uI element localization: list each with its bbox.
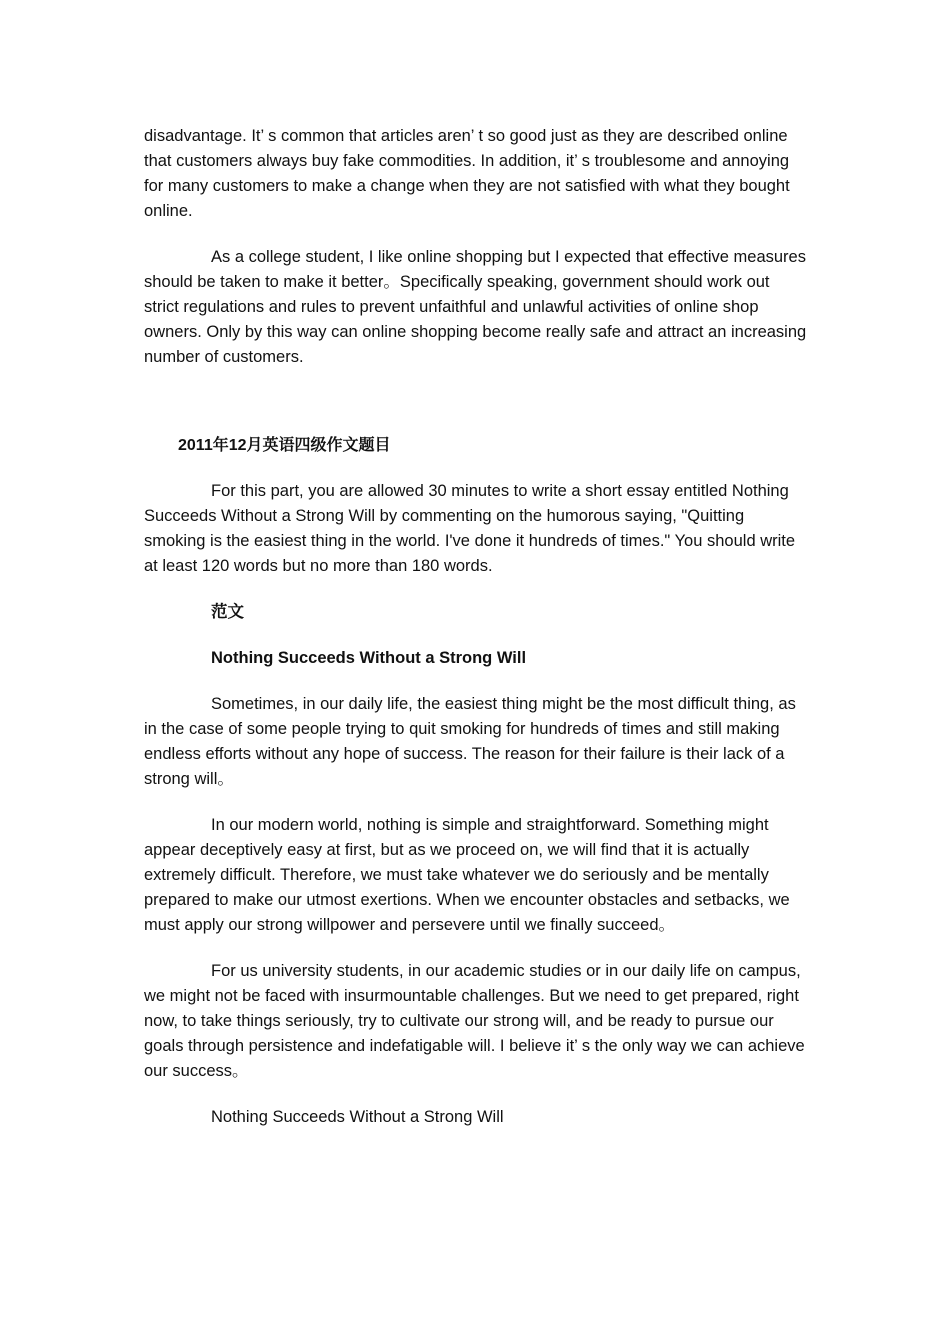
essay-paragraph-1: Sometimes, in our daily life, the easiest thing might be the most difficult thing, as in the case of some people trying to quit smoking for hundreds of times and still making endless efforts without any hope of success. The reason for their failure is their lack of a strong will。 — [144, 695, 796, 788]
paragraph-disadvantage: disadvantage. It’ s common that articles aren’ t so good just as they are described online that customers always buy fake commodities. In addition, it’ s troublesome and annoying for many customers to make a change when they are not satisfied with what they bought online. — [144, 127, 790, 220]
paragraph-essay-prompt: For this part, you are allowed 30 minutes to write a short essay entitled Nothing Succeeds Without a Strong Will by commenting on the humorous saying, "Quitting smoking is the easiest thing in the world. I've done it hundreds of times." You should write at least 120 words but no more than 180 words. — [144, 482, 796, 575]
closing-title: Nothing Succeeds Without a Strong Will — [211, 1108, 504, 1126]
sample-essay-label: 范文 — [211, 603, 244, 621]
essay-title: Nothing Succeeds Without a Strong Will — [211, 649, 527, 667]
document-page — [144, 124, 808, 1151]
section-heading: 2011年12月英语四级作文题目 — [178, 437, 391, 454]
essay-paragraph-2: In our modern world, nothing is simple and straightforward. Something might appear deceptively easy at first, but as we proceed on, we will find that it is actually extremely difficult. Therefore, we must take whatever we do seriously and be mentally prepared to make our utmost exertions. When we encounter obstacles and setbacks, we must apply our strong willpower and persevere until we finally succeed。 — [144, 816, 790, 934]
paragraph-college-student: As a college student, I like online shopping but I expected that effective measures should be taken to make it better。Specifically speaking, government should work out strict regulations and rules to prevent unfaithful and unlawful activities of online shop owners. Only by this way can online shopping become really safe and attract an increasing number of customers. — [144, 248, 807, 366]
essay-paragraph-3: For us university students, in our academic studies or in our daily life on campus, we might not be faced with insurmountable challenges. But we need to get prepared, right now, to take things seriously, try to cultivate our strong will, and be ready to pursue our goals through persistence and indefatigable will. I believe it’ s the only way we can achieve our success。 — [144, 962, 805, 1080]
